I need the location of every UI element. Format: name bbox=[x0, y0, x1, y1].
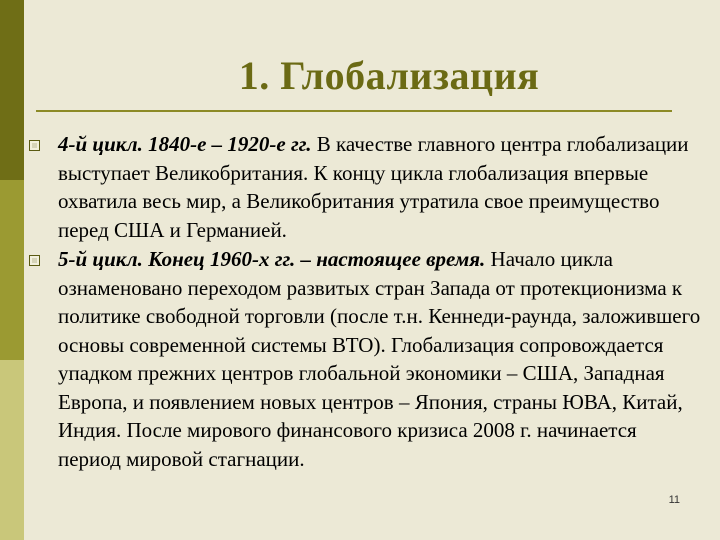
sidebar-block-bottom bbox=[0, 360, 24, 540]
page-number: 11 bbox=[668, 494, 680, 506]
bullet-lead: 5-й цикл. Конец 1960-х гг. – настоящее время. bbox=[58, 247, 486, 271]
slide-title: 1. Глобализация bbox=[238, 53, 540, 98]
bullet-text: В качестве главного центра глобализации выступает Великобритания. К концу цикла глобализация впервые охватила весь мир, а Великобритания утратила свое преимущество перед США и Германией. bbox=[58, 132, 689, 242]
slide-content bbox=[24, 130, 704, 473]
square-bullet-icon bbox=[29, 255, 40, 266]
bullet-text: Начало цикла ознаменовано переходом развитых стран Запада от протекционизма к политике свободной торговли (после т.н. Кеннеди-раунда, заложившего основы современной системы ВТО). Глобализация сопровождается упадком прежних центров глобальной экономики – США, Западная Европа, и появлением новых центров – Япония, страны ЮВА, Китай, Индия. После мирового финансового кризиса 2008 г. начинается период мировой стагнации. bbox=[58, 247, 701, 471]
bullet-item-cycle-4 bbox=[24, 130, 704, 244]
sidebar-decoration bbox=[0, 0, 24, 540]
square-bullet-icon bbox=[29, 140, 40, 151]
sidebar-block-top bbox=[0, 0, 24, 180]
title-divider bbox=[36, 110, 672, 112]
bullet-lead: 4-й цикл. 1840-е – 1920-е гг. bbox=[58, 132, 312, 156]
bullet-item-cycle-5 bbox=[24, 245, 704, 473]
sidebar-block-middle bbox=[0, 180, 24, 360]
